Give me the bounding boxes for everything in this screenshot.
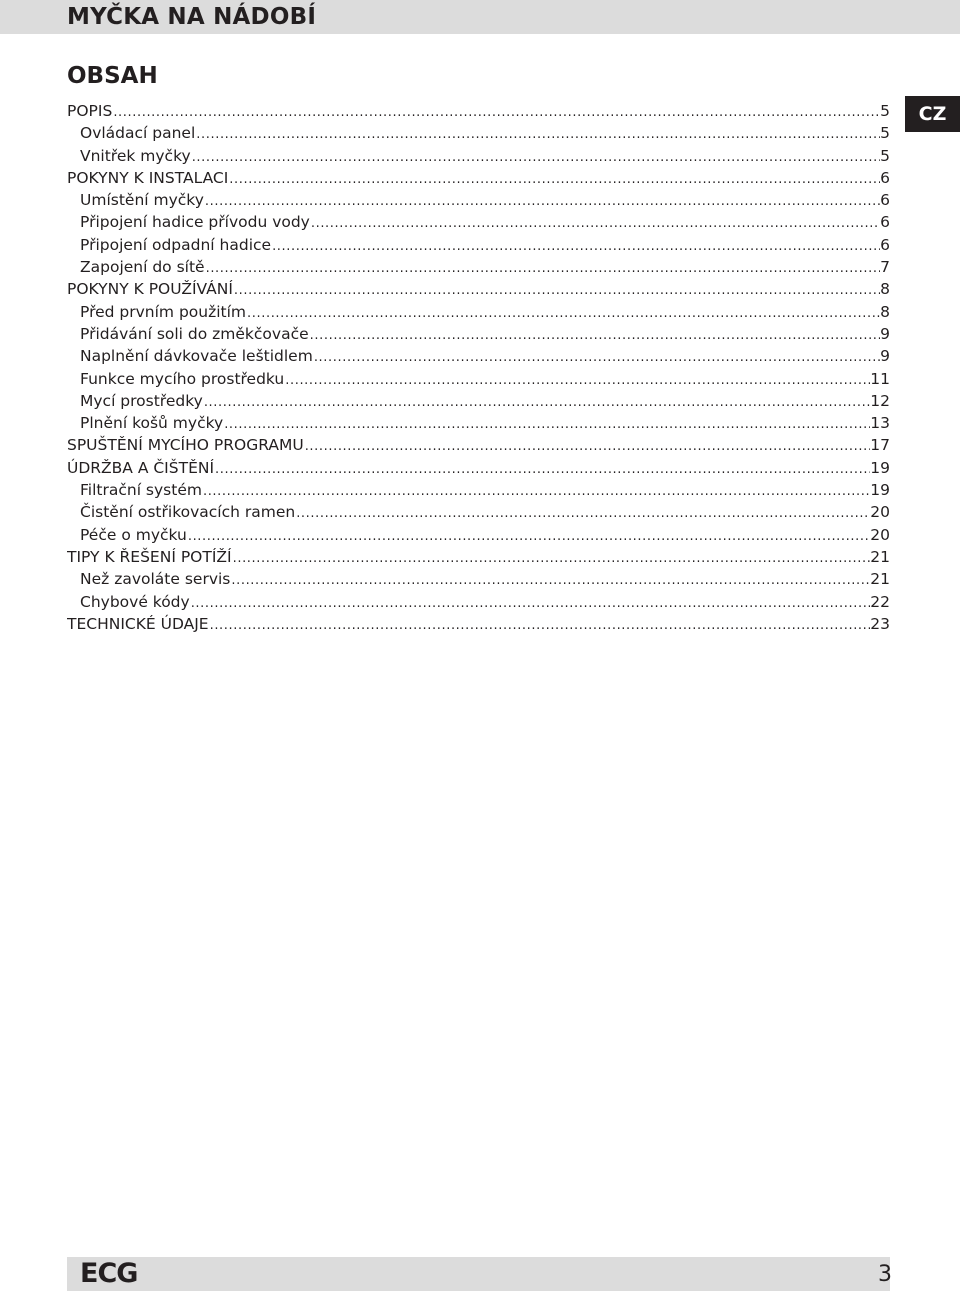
toc-dot-leader (284, 370, 870, 390)
toc-entry-label: Umístění myčky (80, 191, 204, 210)
toc-entry-page: 21 (870, 547, 890, 566)
toc-entry-label: TIPY K ŘEŠENÍ POTÍŽÍ (67, 547, 232, 566)
toc-entry[interactable] (67, 234, 890, 256)
page-number: 3 (878, 1262, 892, 1287)
toc-dot-leader (203, 392, 870, 412)
toc-dot-leader (187, 526, 870, 546)
toc-dot-leader (191, 147, 880, 167)
toc-entry-page: 17 (870, 436, 890, 455)
toc-entry[interactable] (67, 368, 890, 390)
toc-entry-page: 5 (880, 146, 890, 165)
toc-entry-page: 21 (870, 570, 890, 589)
toc-dot-leader (295, 503, 870, 523)
toc-entry[interactable] (67, 211, 890, 233)
toc-dot-leader (304, 436, 871, 456)
toc-entry[interactable] (67, 390, 890, 412)
toc-entry-page: 8 (880, 280, 890, 299)
toc-entry-page: 6 (880, 168, 890, 187)
toc-entry-page: 9 (880, 347, 890, 366)
toc-entry[interactable] (67, 412, 890, 434)
toc-entry-page: 19 (870, 458, 890, 477)
toc-heading: OBSAH (67, 63, 158, 89)
toc-dot-leader (209, 615, 871, 635)
toc-entry-label: Mycí prostředky (80, 391, 203, 410)
toc-entry[interactable] (67, 591, 890, 613)
document-title: MYČKA NA NÁDOBÍ (67, 4, 317, 30)
toc-entry[interactable] (67, 457, 890, 479)
toc-entry-page: 23 (870, 614, 890, 633)
toc-entry-label: ÚDRŽBA A ČIŠTĚNÍ (67, 458, 215, 477)
toc-entry[interactable] (67, 479, 890, 501)
toc-entry[interactable] (67, 256, 890, 278)
toc-entry-label: TECHNICKÉ ÚDAJE (67, 614, 209, 633)
language-tab: CZ (905, 96, 960, 132)
toc-entry[interactable] (67, 345, 890, 367)
toc-entry-label: Připojení odpadní hadice (80, 235, 272, 254)
toc-entry-label: Zapojení do sítě (80, 258, 205, 277)
toc-entry-page: 7 (880, 258, 890, 277)
table-of-contents (67, 100, 890, 635)
toc-dot-leader (202, 481, 870, 501)
toc-entry-label: Chybové kódy (80, 592, 190, 611)
toc-dot-leader (214, 459, 870, 479)
toc-entry[interactable] (67, 189, 890, 211)
toc-entry-page: 20 (870, 503, 890, 522)
toc-entry[interactable] (67, 613, 890, 635)
toc-entry-page: 19 (870, 481, 890, 500)
toc-entry[interactable] (67, 301, 890, 323)
toc-dot-leader (228, 169, 880, 189)
toc-dot-leader (313, 347, 880, 367)
toc-dot-leader (204, 191, 880, 211)
toc-entry-page: 5 (880, 124, 890, 143)
toc-entry-label: POKYNY K INSTALACI (67, 168, 229, 187)
toc-entry-label: POKYNY K POUŽÍVÁNÍ (67, 280, 233, 299)
toc-dot-leader (310, 213, 880, 233)
toc-dot-leader (195, 124, 880, 144)
toc-entry[interactable] (67, 524, 890, 546)
toc-entry[interactable] (67, 145, 890, 167)
toc-entry-label: Před prvním použitím (80, 302, 247, 321)
toc-entry[interactable] (67, 278, 890, 300)
toc-dot-leader (205, 258, 881, 278)
toc-entry-label: Naplnění dávkovače leštidlem (80, 347, 313, 366)
toc-entry[interactable] (67, 167, 890, 189)
toc-entry-label: Ovládací panel (80, 124, 196, 143)
toc-dot-leader (309, 325, 880, 345)
toc-entry-label: Připojení hadice přívodu vody (80, 213, 310, 232)
toc-entry-label: Plnění košů myčky (80, 414, 224, 433)
toc-entry-page: 6 (880, 235, 890, 254)
toc-entry[interactable] (67, 501, 890, 523)
toc-entry-page: 9 (880, 324, 890, 343)
toc-dot-leader (112, 102, 880, 122)
ecg-logo: ECG (80, 1258, 138, 1289)
toc-entry-label: Filtrační systém (80, 481, 202, 500)
toc-entry[interactable] (67, 546, 890, 568)
toc-entry-page: 6 (880, 191, 890, 210)
toc-entry-page: 13 (870, 414, 890, 433)
toc-entry-label: Čistění ostřikovacích ramen (80, 503, 296, 522)
toc-entry-label: SPUŠTĚNÍ MYCÍHO PROGRAMU (67, 436, 304, 455)
toc-dot-leader (230, 570, 870, 590)
toc-entry-page: 5 (880, 102, 890, 120)
toc-entry-page: 6 (880, 213, 890, 232)
toc-dot-leader (232, 548, 871, 568)
toc-entry-label: Vnitřek myčky (80, 146, 191, 165)
toc-dot-leader (190, 593, 871, 613)
toc-entry[interactable] (67, 434, 890, 456)
toc-entry[interactable] (67, 122, 890, 144)
footer-bar (67, 1257, 890, 1291)
toc-dot-leader (223, 414, 870, 434)
toc-entry-label: POPIS (67, 102, 113, 120)
toc-entry-page: 8 (880, 302, 890, 321)
toc-dot-leader (271, 236, 880, 256)
toc-entry-label: Přidávání soli do změkčovače (80, 324, 309, 343)
toc-entry[interactable] (67, 100, 890, 122)
toc-dot-leader (233, 280, 880, 300)
toc-entry-page: 11 (870, 369, 890, 388)
toc-dot-leader (246, 303, 880, 323)
toc-entry-page: 22 (870, 592, 890, 611)
toc-entry-page: 20 (870, 525, 890, 544)
toc-entry[interactable] (67, 568, 890, 590)
toc-entry[interactable] (67, 323, 890, 345)
toc-entry-label: Funkce mycího prostředku (80, 369, 285, 388)
toc-entry-page: 12 (870, 391, 890, 410)
toc-entry-label: Než zavoláte servis (80, 570, 231, 589)
toc-entry-label: Péče o myčku (80, 525, 187, 544)
